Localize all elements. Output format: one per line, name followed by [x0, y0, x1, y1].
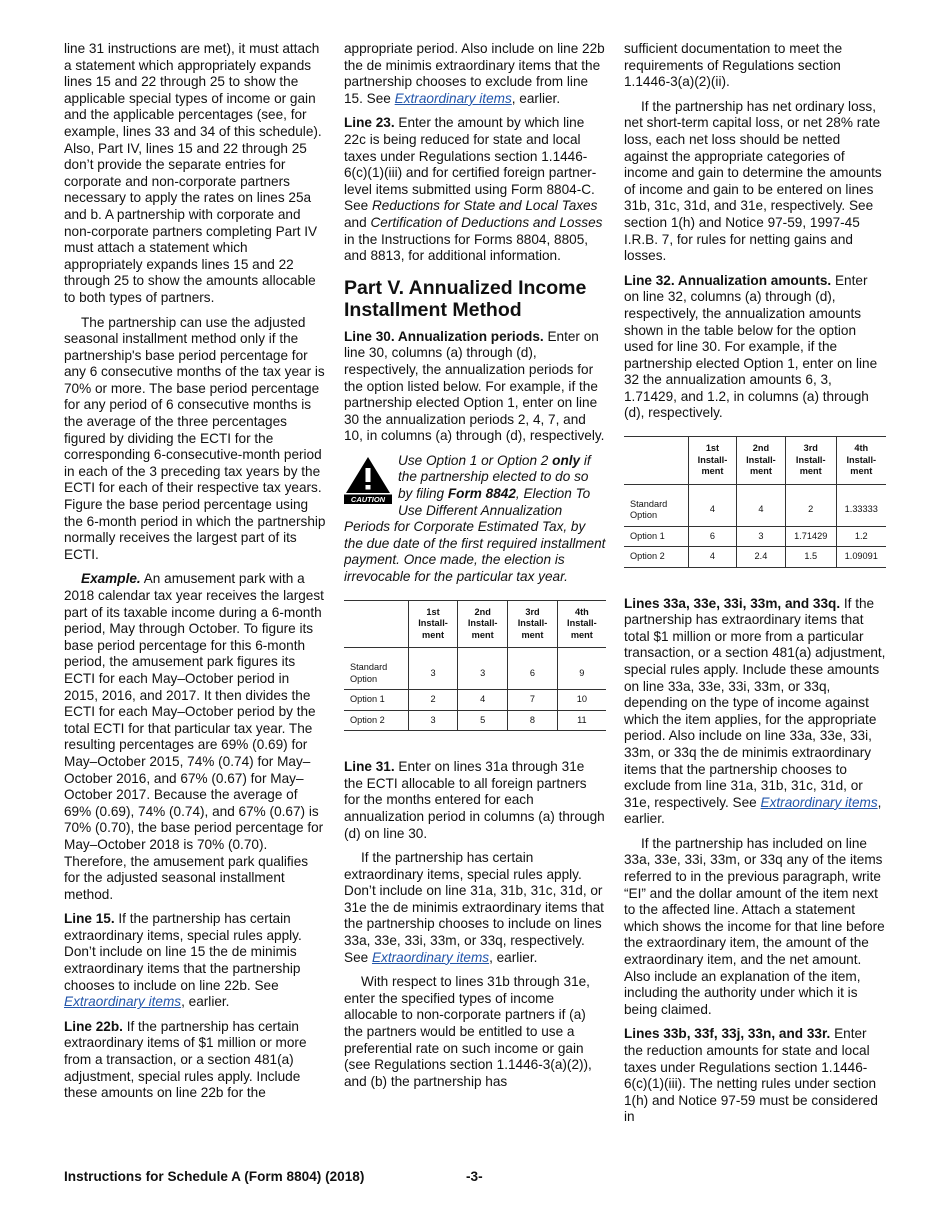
table-header-blank [624, 437, 689, 485]
line-32-text: Enter on line 32, columns (a) through (d), respectively, the annualization amounts shown in the table below for the option used for line 30. For example, if the partnership elected Option 1, enter on line 32 the annualization amounts 6, 3, 1.71429, and 1.2, in columns (a) through (d), respectively. [624, 272, 878, 421]
table-header-row [344, 600, 606, 648]
paragraph-line-22b-cont [344, 41, 606, 107]
example-text: An amusement park with a 2018 calendar tax year receives the largest part of its taxable income during a 6-month period, May through October. To figure its base period percentage for this 6-month period, the amusement park figures its ECTI for each May–October period in 2015, 2016, and 2017. It then divides the ECTI for each May–October period by the total ECTI for that particular tax year. The resulting percentages are 69% (0.69) for May–October 2015, 74% (0.74) for May–October 2016, and 67% (0.67) for May–October 2017. Because the average of 69% (0.69), 74% (0.74), and 67% (0.67) is 70% (0.70), the base period percentage for May–October 2018 is 70% (0.70). Therefore, the amusement park qualifies for the adjusted seasonal installment method. [64, 571, 324, 902]
table-cell: 3 [458, 648, 508, 690]
paragraph-example [64, 571, 326, 903]
extraordinary-items-link-4[interactable]: Extraordinary items [760, 794, 878, 810]
table-row [624, 484, 886, 526]
paragraph-ei-statement: If the partnership has included on line 33a, 33e, 33i, 33m, or 33q any of the items referred to in the previous paragraph, write “EI” and the dollar amount of the item next to the affected line. Attach a statement which shows the income for that line before the extraordinary item, the amount of the extraordinary item, and the net amount. Also include an explanation of the item, including the authority under which it is being claimed. [624, 835, 885, 1017]
row-label: Option 1 [344, 690, 409, 711]
paragraph-lines-33a [624, 596, 886, 828]
table-cell: 3 [736, 526, 785, 547]
table-cell: 4 [736, 484, 785, 526]
line-31-text: Enter on lines 31a through 31e the ECTI allocable to all foreign partners for the months entered for each annualization period in columns (a) through (d) on line 30. [344, 759, 605, 841]
annualization-periods-table [344, 600, 606, 732]
line-23-ref-state-local: Reductions for State and Local Taxes [371, 198, 598, 214]
paragraph-lines-33b [624, 1026, 886, 1126]
lines-33a-tail: , earlier. [624, 794, 882, 827]
table-row [344, 648, 606, 690]
table-cell: 3 [409, 648, 458, 690]
lines-33b-label: Lines 33b, 33f, 33j, 33n, and 33r. [624, 1026, 831, 1042]
table-header-blank [344, 600, 409, 648]
caution-text-3: , Election To Use Different Annualization Periods for Corporate Estimated Tax, by the due date of the first required installment payment. Once made, the election is irrevocable for the particular tax year. [344, 486, 606, 585]
caution-text-1: Use Option 1 or Option 2 [398, 452, 549, 468]
table-cell: 1.09091 [836, 547, 886, 568]
lines-33b-text: Enter the reduction amounts for state and local taxes under Regulations section 1.1446-6(c)(1)(iii). The netting rules under section 1(h) and Notice 97-59 must be considered in [624, 1026, 878, 1125]
table-header: 4th Install-ment [557, 600, 606, 648]
row-label: Option 1 [624, 526, 689, 547]
line-23-text-1: Enter the amount by which line 22c is being reduced for state and local taxes under Regulations section 1.1446-6(c)(1)(iii) and for certified foreign partner-level items submitted using Form 8804-C. See [344, 115, 597, 214]
paragraph-line-30 [344, 329, 606, 445]
caution-form-8842: Form 8842 [447, 486, 516, 502]
table-header: 1st Install-ment [689, 437, 737, 485]
caution-only: only [552, 452, 581, 468]
line-22b-label: Line 22b. [64, 1018, 123, 1034]
column-2 [344, 41, 606, 1098]
caution-label: CAUTION [350, 494, 386, 504]
line-22b-cont-tail: , earlier. [511, 90, 561, 106]
caution-icon [344, 456, 392, 504]
table-row [624, 526, 886, 547]
line-30-text: Enter on line 30, columns (a) through (d), respectively, the annualization periods for the option listed below. For example, if the partnership elected Option 1, enter on line 30 the annualization periods 2, 4, 7, and 10, in columns (a) through (d), respectively. [344, 328, 605, 444]
table-cell: 6 [508, 648, 557, 690]
table-header: 2nd Install-ment [458, 600, 508, 648]
table-cell: 1.2 [836, 526, 886, 547]
footer-title: Instructions for Schedule A (Form 8804) (2018) [64, 1169, 365, 1184]
paragraph-net-loss: If the partnership has net ordinary loss, net short-term capital loss, or net 28% rate loss, each net loss should be netted against the appropriate categories of income and gain to determine the amounts of income and gain to be entered on lines 31b, 31c, 31d, and 31e, respectively. See section 1(h) and Notice 97-59, 1997-45 I.R.B. 7, for rules for netting gains and losses. [624, 98, 882, 264]
line-22b-text: If the partnership has certain extraordinary items of $1 million or more from a transaction, or a section 481(a) adjustment, special rules apply. Include these amounts on line 22b for the [64, 1018, 307, 1101]
table-row [344, 710, 606, 731]
row-label: Standard Option [624, 484, 689, 526]
table-header: 1st Install-ment [409, 600, 458, 648]
paragraph-line-32 [624, 273, 886, 422]
annualization-amounts-table [624, 436, 886, 568]
table-cell: 1.33333 [836, 484, 886, 526]
line-23-text-2: in the Instructions for Forms 8804, 8805, and 8813, for additional information. [344, 231, 589, 264]
line-31-label: Line 31. [344, 759, 395, 775]
table-cell: 4 [458, 690, 508, 711]
table-header: 3rd Install-ment [785, 437, 836, 485]
table-cell: 6 [689, 526, 737, 547]
line-31-extra-text: If the partnership has certain extraordinary items, special rules apply. Don’t include on line 31a, 31b, 31c, 31d, or 31e the de minimis extraordinary items that the partnership chooses to include on lines 33a, 33e, 33i, 33m, or 33q, respectively. See [344, 850, 604, 965]
row-label: Option 2 [624, 547, 689, 568]
paragraph-line-23 [344, 115, 606, 264]
paragraph-line-31-extraordinary [344, 850, 606, 966]
paragraph-documentation: sufficient documentation to meet the requirements of Regulations section 1.1446-3(a)(2)(ii). [624, 41, 843, 90]
paragraph-line-15 [64, 911, 326, 1011]
paragraph-part-iv-statement: line 31 instructions are met), it must attach a statement which appropriately expands lines 15 and 22 through 25 to show the applicable special types of income or gain and the applicable percentages (see, for example, lines 33 and 34 of this schedule). Also, Part IV, lines 15 and 22 through 25 don’t provide the separate entries for corporate and non-corporate partners necessary to apply the rates on lines 25a and b. A partnership with corporate and non-corporate partners completing Part IV must attach a statement which appropriately expands lines 15 and 22 through 25 to show the amounts allocable to both types of partners. [64, 41, 322, 305]
table-row [624, 547, 886, 568]
table-cell: 11 [557, 710, 606, 731]
row-label: Standard Option [344, 648, 409, 690]
line-23-label: Line 23. [344, 115, 395, 131]
table-cell: 7 [508, 690, 557, 711]
example-label: Example. [81, 571, 141, 587]
extraordinary-items-link-1[interactable]: Extraordinary items [64, 994, 182, 1010]
line-15-label: Line 15. [64, 911, 115, 927]
caution-text-2: if the partnership elected to do so by filing [398, 452, 591, 502]
table-cell: 2 [785, 484, 836, 526]
line-15-text: If the partnership has certain extraordinary items, special rules apply. Don’t include on line 15 the de minimis extraordinary items that the partnership chooses to include on line 22b. See [64, 911, 302, 993]
table-header: 2nd Install-ment [736, 437, 785, 485]
line-32-label: Line 32. Annualization amounts. [624, 272, 832, 288]
table-cell: 3 [409, 710, 458, 731]
table-cell: 1.71429 [785, 526, 836, 547]
table-cell: 10 [557, 690, 606, 711]
paragraph-adjusted-seasonal: The partnership can use the adjusted seasonal installment method only if the partnership's base period percentage for any 6 consecutive months of the tax year is 70% or more. The base period percentage for any period of 6 consecutive months is the average of the three percentages figured by dividing the ECTI for the corresponding 6-consecutive-month period in each of the 3 preceding tax years by the ECTI for each of their respective tax years. Figure the base period percentage using the 6-month period in which the partnership normally receives the largest part of its ECTI. [64, 314, 326, 562]
table-cell: 2.4 [736, 547, 785, 568]
caution-note [344, 453, 606, 586]
line-23-ref-certification: Certification of Deductions and Losses [370, 214, 603, 230]
line-23-and: and [344, 214, 367, 230]
line-31-extra-tail: , earlier. [489, 949, 538, 965]
table-cell: 4 [689, 484, 737, 526]
column-1 [64, 41, 326, 1110]
table-cell: 9 [557, 648, 606, 690]
extraordinary-items-link-2[interactable]: Extraordinary items [394, 90, 512, 106]
line-30-label: Line 30. Annualization periods. [344, 328, 544, 344]
part-v-heading: Part V. Annualized Income Installment Method [344, 276, 587, 321]
paragraph-line-31 [344, 759, 606, 842]
table-header-row [624, 437, 886, 485]
table-cell: 1.5 [785, 547, 836, 568]
lines-33a-label: Lines 33a, 33e, 33i, 33m, and 33q. [624, 595, 841, 611]
table-cell: 2 [409, 690, 458, 711]
paragraph-lines-31b-31e: With respect to lines 31b through 31e, enter the specified types of income allocable to non-corporate partners if (a) the partners would be entitled to use a preferential rate on such income or gain (see Regulations section 1.1446-3(a)(2)), and (b) the partnership has [344, 974, 592, 1089]
lines-33a-text: If the partnership has extraordinary items that total $1 million or more from a particular transaction, or a section 481(a) adjustment, special rules apply. Include these amounts on line 33a, 33e, 33i, 33m, or 33q, depending on the type of income against which the item applies, for the appropriate period. Also include on line 33a, 33e, 33i, 33m, or 33q the de minimis extraordinary items that the partnership chooses to exclude from line 31a, 31b, 31c, 31d, or 31e, respectively. See [624, 595, 886, 810]
table-header: 4th Install-ment [836, 437, 886, 485]
table-header: 3rd Install-ment [508, 600, 557, 648]
paragraph-line-22b [64, 1019, 326, 1102]
table-cell: 8 [508, 710, 557, 731]
line-22b-cont-text: appropriate period. Also include on line 22b the de minimis extraordinary items that the partnership chooses to exclude from line 15. See [344, 41, 605, 106]
extraordinary-items-link-3[interactable]: Extraordinary items [371, 949, 490, 965]
column-3 [624, 41, 886, 1134]
table-cell: 5 [458, 710, 508, 731]
line-15-tail: , earlier. [181, 994, 230, 1010]
page-number: -3- [466, 1169, 483, 1184]
table-cell: 4 [689, 547, 737, 568]
table-row [344, 690, 606, 711]
row-label: Option 2 [344, 710, 409, 731]
